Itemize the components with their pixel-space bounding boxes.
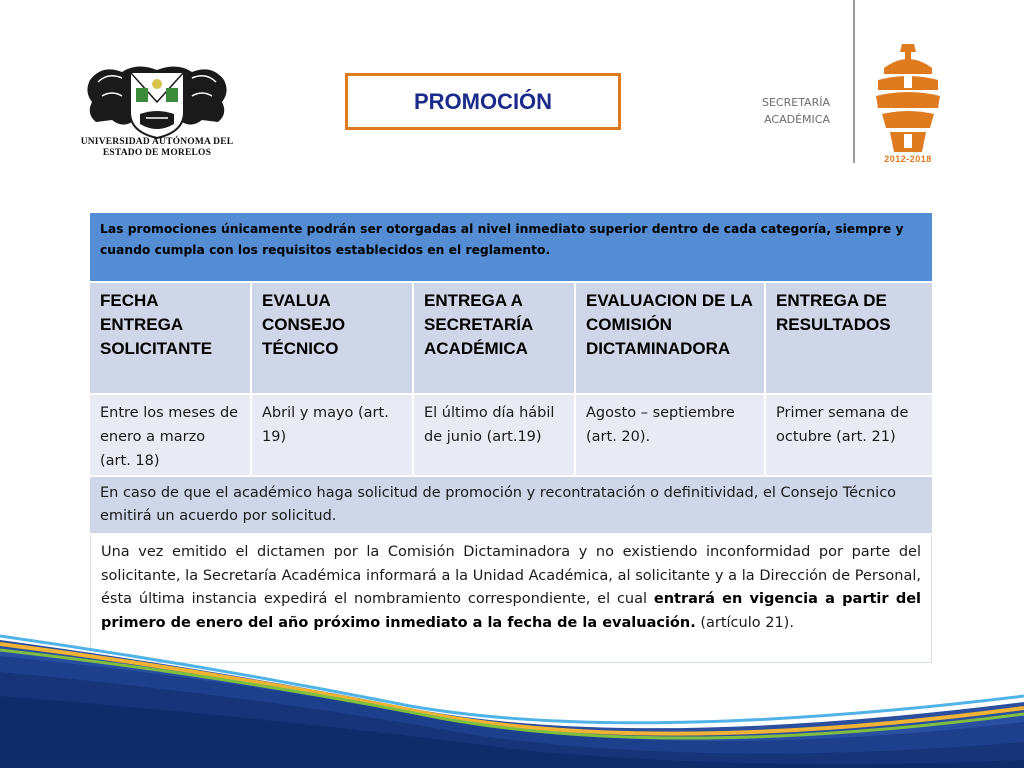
header-cell: ENTREGA A SECRETARÍA ACADÉMICA: [414, 283, 576, 393]
title-box: [345, 73, 621, 130]
note-consejo-tecnico: En caso de que el académico haga solicitud de promoción y recontratación o definitividad, el Consejo Técnico emitirá un acuerdo por solicitud.: [90, 477, 932, 533]
secretaria-line2: ACADÉMICA: [764, 113, 830, 126]
tower-logo: [872, 42, 944, 154]
header-cell: EVALUA CONSEJO TÉCNICO: [252, 283, 414, 393]
header-cell: EVALUACION DE LA COMISIÓN DICTAMINADORA: [576, 283, 766, 393]
value-cell: Entre los meses de enero a marzo (art. 18): [90, 395, 252, 475]
intro-text: Las promociones únicamente podrán ser otorgadas al nivel inmediato superior dentro de cada categoría, siempre y cuando cumpla con los requisitos establecidos en el reglamento.: [100, 222, 904, 257]
intro-row: [90, 213, 932, 281]
value-cell: Primer semana de octubre (art. 21): [776, 405, 909, 445]
value-cell: El último día hábil de junio (art.19): [414, 395, 576, 475]
value-cell: Agosto – septiembre (art. 20).: [576, 395, 766, 475]
page-title: PROMOCIÓN: [413, 88, 553, 114]
note-dictamen-bold: entrará en vigencia a partir del primero de enero del año próximo inmediato a la fecha de la evaluación.: [101, 591, 922, 631]
university-name-line2: ESTADO DE MORELOS: [102, 148, 212, 158]
value-cell: Abril y mayo (art. 19): [252, 395, 414, 475]
university-name-line1: UNIVERSIDAD AUTÓNOMA DEL: [80, 137, 234, 147]
period-label: 2012-2018: [884, 154, 932, 164]
header-cell: FECHA ENTREGA SOLICITANTE: [90, 283, 252, 393]
note-dictamen-end: (artículo 21).: [700, 614, 794, 631]
university-name: [80, 137, 234, 159]
header-cell: ENTREGA DE RESULTADOS: [776, 291, 891, 334]
secretaria-line1: SECRETARÍA: [761, 96, 830, 109]
header-divider: [853, 0, 855, 163]
values-row: [90, 395, 932, 475]
header-row: [90, 283, 932, 393]
note-dictamen-intro: Una vez emitido el dictamen por la Comisión Dictaminadora y no existiendo inconformidad por parte del solicitante, la Secretaría Académica informará a la Unidad Académica, al solicitante y a la Dirección de Personal, ésta última instancia expedirá el nombramiento correspondiente, el cual: [101, 544, 921, 607]
secretaria-academica-label: [728, 94, 830, 128]
footer-slogan: Por una universidad socialmente responsable: [662, 686, 968, 702]
promotion-table: [90, 213, 932, 663]
